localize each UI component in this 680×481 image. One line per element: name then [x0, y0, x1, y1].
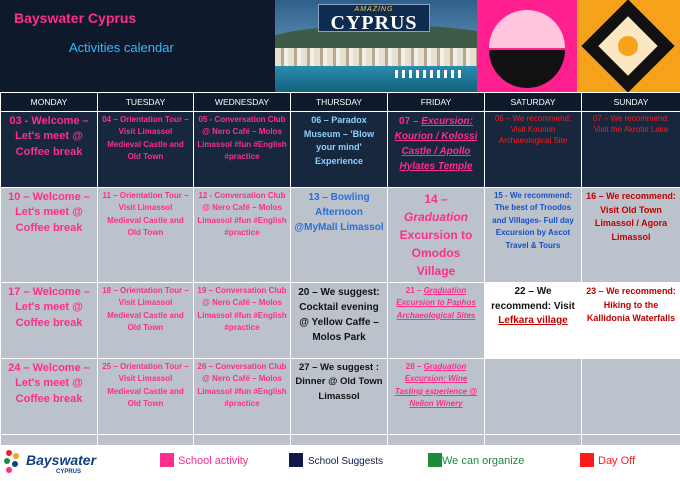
event-cell: 06 – We recommend: Visit Kourion Archaeological Site [485, 112, 582, 188]
event-link[interactable]: Lefkara village [498, 315, 568, 326]
calendar-subtitle: Activities calendar [69, 40, 174, 55]
logo-main-text: CYPRUS [330, 12, 418, 34]
legend-label: We can organize [442, 455, 525, 467]
day-header: WEDNESDAY [194, 93, 291, 112]
event-cell: 04 – Orientation Tour – Visit Limassol Medieval Castle and Old Town [98, 112, 194, 188]
brand-name: Bayswater [26, 452, 97, 468]
weekday-header-row [1, 93, 680, 112]
event-cell: 26 – Conversation Club @ Nero Café – Molos Limassol #fun #English #practice [194, 359, 291, 435]
empty-cell [485, 359, 582, 435]
event-cell: 05 - Conversation Club @ Nero Café – Molos Limassol #fun #English #practice [194, 112, 291, 188]
legend-label: Day Off [598, 455, 636, 467]
event-cell: 23 – We recommend: Hiking to the Kallidonia Waterfalls [582, 283, 680, 359]
event-text: Excursion to Omodos Village [399, 228, 473, 278]
legend-swatch-school-suggests [289, 453, 303, 467]
brand-tag: CYPRUS [56, 469, 82, 475]
empty-cell [582, 359, 680, 435]
pink-half-circle [489, 10, 565, 48]
event-cell [388, 359, 485, 435]
legend-swatch-day-off [580, 453, 594, 467]
day-header: FRIDAY [388, 93, 485, 112]
event-date: 14 – [424, 192, 448, 206]
day-header: SUNDAY [582, 93, 680, 112]
boats-shape [395, 70, 465, 78]
event-cell: 06 – Paradox Museum – 'Blow your mind' Experience [291, 112, 388, 188]
legend-swatch-school-activity [160, 453, 174, 467]
legend-label: School activity [178, 455, 249, 467]
event-link[interactable]: Graduation Excursion to Paphos Archaeological Sites [396, 286, 476, 320]
event-cell: 17 – Welcome – Let's meet @ Coffee break [1, 283, 98, 359]
event-cell: 15 - We recommend: The best of Troodos and Villages- Full day Excursion by Ascot Travel & Tours [485, 188, 582, 283]
header-banner [0, 0, 680, 92]
legend-label: School Suggests [308, 456, 384, 467]
bayswater-logo [4, 448, 97, 478]
event-cell [388, 283, 485, 359]
week-row [1, 112, 680, 188]
event-cell: 19 – Conversation Club @ Nero Café – Molos Limassol #fun #English #practice [194, 283, 291, 359]
event-cell: 25 – Orientation Tour – Visit Limassol Medieval Castle and Old Town [98, 359, 194, 435]
event-date: 21 – [405, 286, 424, 295]
event-cell: 07 – We recommend: Visit the Akrotiri Lake [582, 112, 680, 188]
event-cell: 24 – Welcome – Let's meet @ Coffee break [1, 359, 98, 435]
week-row [1, 283, 680, 359]
black-half-circle [489, 50, 565, 88]
logo-top-text: AMAZING [354, 6, 394, 13]
day-header: SATURDAY [485, 93, 582, 112]
logo-dots-icon [4, 450, 24, 476]
event-cell [485, 283, 582, 359]
day-header: MONDAY [1, 93, 98, 112]
event-link[interactable]: Excursion: Kourion / Kolossi Castle / Apollo Hylates Temple [394, 116, 478, 172]
event-date: 28 – [405, 362, 424, 371]
event-cell: 27 – We suggest : Dinner @ Old Town Limassol [291, 359, 388, 435]
week-row [1, 188, 680, 283]
event-text: 22 – We recommend: Visit [491, 286, 575, 312]
event-cell: 03 - Welcome – Let's meet @ Coffee break [1, 112, 98, 188]
week-row [1, 359, 680, 435]
orange-circle [618, 36, 638, 56]
pink-decor-panel [477, 0, 577, 92]
event-date: 07 – [399, 116, 422, 127]
event-cell: 10 – Welcome – Let's meet @ Coffee break [1, 188, 98, 283]
event-cell: 18 – Orientation Tour – Visit Limassol Medieval Castle and Old Town [98, 283, 194, 359]
event-cell [388, 112, 485, 188]
day-header: TUESDAY [98, 93, 194, 112]
event-cell: 12 - Conversation Club @ Nero Café – Molos Limassol #fun #English #practice [194, 188, 291, 283]
event-tag: Graduation [403, 210, 468, 224]
event-cell [388, 188, 485, 283]
day-header: THURSDAY [291, 93, 388, 112]
town-shape [275, 48, 477, 68]
legend-bar [0, 445, 680, 481]
legend-swatch-we-can-organize [428, 453, 442, 467]
event-cell: 20 – We suggest: Cocktail evening @ Yellow Caffe – Molos Park [291, 283, 388, 359]
event-cell: 11 – Orientation Tour – Visit Limassol Medieval Castle and Old Town [98, 188, 194, 283]
amazing-cyprus-logo [318, 4, 430, 32]
event-cell: 16 – We recommend: Visit Old Town Limassol / Agora Limassol [582, 188, 680, 283]
event-link[interactable]: Graduation Excursion: Wine Tasting experience @ Nelion Winery [394, 362, 478, 409]
calendar-grid [0, 92, 680, 452]
org-title: Bayswater Cyprus [14, 10, 137, 26]
event-cell: 13 – Bowling Afternoon @MyMall Limassol [291, 188, 388, 283]
orange-decor-panel [577, 0, 680, 92]
